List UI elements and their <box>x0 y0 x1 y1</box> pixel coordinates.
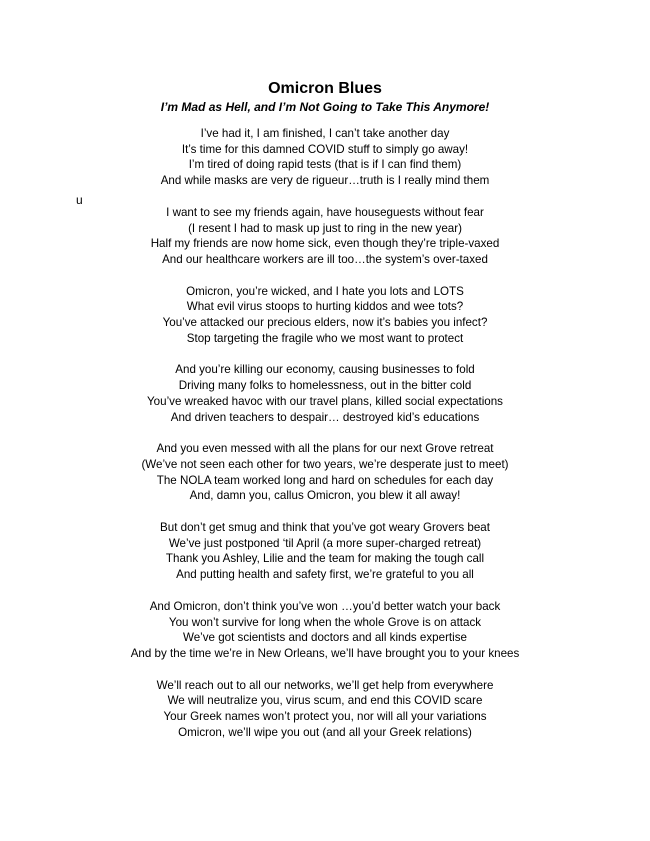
stanza <box>0 678 650 741</box>
poem-line: Thank you Ashley, Lilie and the team for making the tough call <box>165 552 485 566</box>
poem-line: Your Greek names won’t protect you, nor will all your variations <box>163 710 487 724</box>
stanza <box>0 599 650 662</box>
poem-line: And Omicron, don’t think you’ve won …you’d better watch your back <box>149 599 501 613</box>
poem-line: We’ve got scientists and doctors and all kinds expertise <box>183 631 467 645</box>
poem-title: Omicron Blues <box>268 80 382 97</box>
poem-line: What evil virus stoops to hurting kiddos and wee tots? <box>186 300 464 314</box>
poem-line: Omicron, we’ll wipe you out (and all your Greek relations) <box>178 725 472 739</box>
poem-line: You’ve wreaked havoc with our travel plans, killed social expectations <box>147 394 503 408</box>
poem-line: And our healthcare workers are ill too…the system’s over-taxed <box>162 252 488 266</box>
stanza <box>0 126 650 189</box>
poem-subtitle: I’m Mad as Hell, and I’m Not Going to Take This Anymore! <box>160 100 490 114</box>
stanza <box>0 362 650 425</box>
stanza <box>0 284 650 347</box>
poem-line: Half my friends are now home sick, even though they’re triple-vaxed <box>150 237 500 251</box>
stanza <box>0 441 650 504</box>
poem-line: And putting health and safety first, we’re grateful to you all <box>176 568 474 582</box>
poem-line: And by the time we’re in New Orleans, we’ll have brought you to your knees <box>130 646 520 660</box>
poem-line: And while masks are very de rigueur…truth is I really mind them <box>160 174 490 188</box>
poem-line: But don’t get smug and think that you’ve got weary Grovers beat <box>160 521 490 535</box>
stray-mark: u <box>76 193 83 207</box>
poem-line: I’m tired of doing rapid tests (that is if I can find them) <box>188 158 462 172</box>
poem-line: And, damn you, callus Omicron, you blew it all away! <box>189 489 461 503</box>
poem-line: The NOLA team worked long and hard on schedules for each day <box>156 473 494 487</box>
poem-line: We’ve just postponed ‘til April (a more super-charged retreat) <box>168 536 482 550</box>
poem-line: We will neutralize you, virus scum, and end this COVID scare <box>167 694 483 708</box>
poem-line: And driven teachers to despair… destroyed kid’s educations <box>170 410 480 424</box>
poem-line: I’ve had it, I am finished, I can’t take another day <box>200 127 450 140</box>
poem-body <box>0 126 650 757</box>
stanza <box>0 205 650 268</box>
stanza <box>0 520 650 583</box>
poem-line: And you even messed with all the plans for our next Grove retreat <box>156 442 494 456</box>
poem-line: Driving many folks to homelessness, out in the bitter cold <box>178 379 472 393</box>
poem-line: Stop targeting the fragile who we most want to protect <box>186 331 464 345</box>
poem-line: You won’t survive for long when the whole Grove is on attack <box>168 615 482 629</box>
poem-line: You’ve attacked our precious elders, now it’s babies you infect? <box>162 316 488 330</box>
poem-line: (We’ve not seen each other for two years, we’re desperate just to meet) <box>141 457 509 471</box>
poem-line: It’s time for this damned COVID stuff to simply go away! <box>181 142 469 156</box>
poem-line: Omicron, you’re wicked, and I hate you lots and LOTS <box>186 284 464 298</box>
poem-line: I want to see my friends again, have houseguests without fear <box>166 205 484 219</box>
poem-line: And you’re killing our economy, causing businesses to fold <box>175 363 475 377</box>
poem-line: We’ll reach out to all our networks, we’ll get help from everywhere <box>156 678 494 692</box>
poem-line: (I resent I had to mask up just to ring in the new year) <box>188 221 462 235</box>
